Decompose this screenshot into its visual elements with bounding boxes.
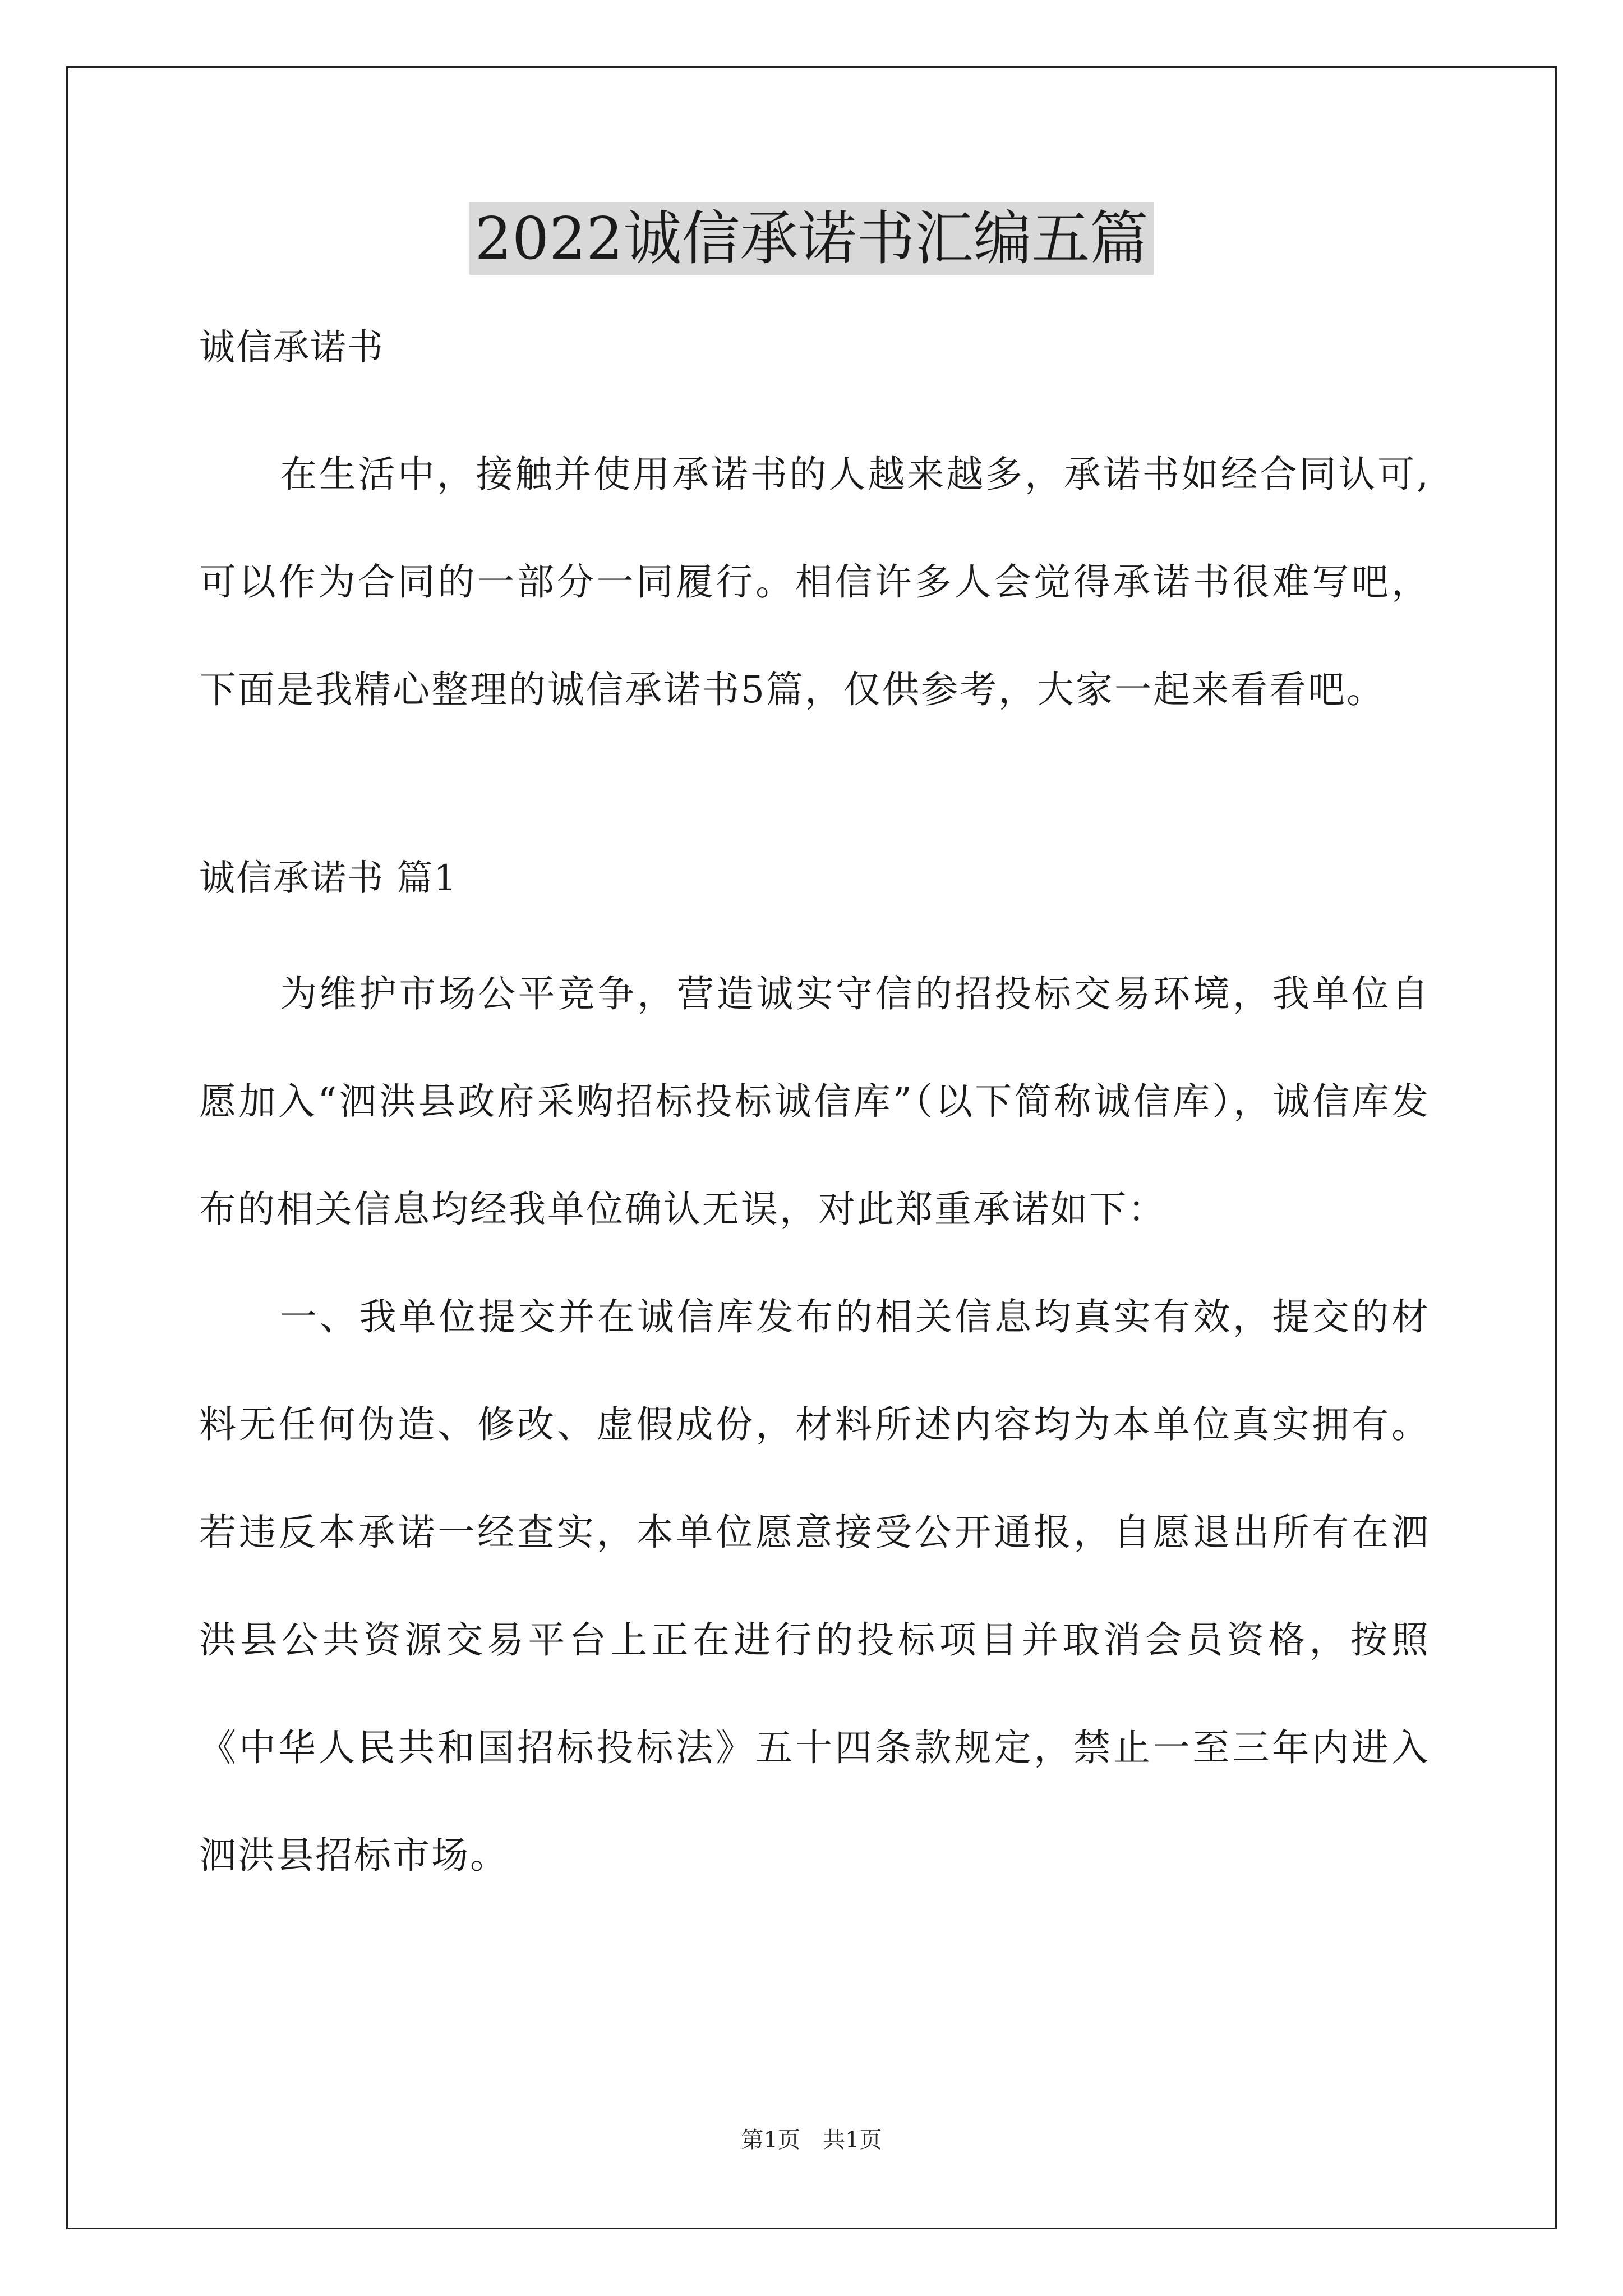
document-title	[0, 202, 1623, 275]
section1-heading: 诚信承诺书 篇1	[199, 858, 458, 899]
document-title-text: 2022诚信承诺书汇编五篇	[469, 202, 1154, 275]
intro-heading: 诚信承诺书	[199, 327, 384, 369]
section1-paragraph: 一、我单位提交并在诚信库发布的相关信息均真实有效，提交的材料无任何伪造、修改、虚假成份，材料所述内容均为本单位真实拥有。若违反本承诺一经查实，本单位愿意接受公开通报，自愿退出所有在泗洪县公共资源交易平台上正在进行的投标项目并取消会员资格，按照《中华人民共和国招标投标法》五十四条款规定，禁止一至三年内进入泗洪县招标市场。	[199, 1295, 1430, 1877]
page-number: 第1页 共1页	[741, 2127, 882, 2153]
page-footer	[0, 2123, 1623, 2157]
intro-paragraph: 在生活中，接触并使用承诺书的人越来越多，承诺书如经合同认可,可以作为合同的一部分一同履行。相信许多人会觉得承诺书很难写吧，下面是我精心整理的诚信承诺书5篇，仅供参考，大家一起来看看吧。	[199, 453, 1430, 711]
document-body	[199, 320, 1430, 1910]
section1-paragraph: 为维护市场公平竞争，营造诚实守信的招投标交易环境，我单位自愿加入“泗洪县政府采购招标投标诚信库”（以下简称诚信库），诚信库发布的相关信息均经我单位确认无误，对此郑重承诺如下：	[199, 972, 1430, 1231]
